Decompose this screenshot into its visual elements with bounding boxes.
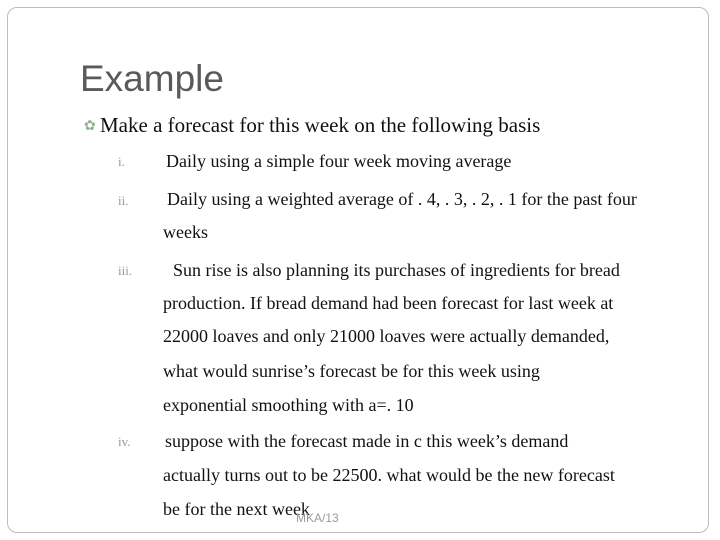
- item-line: Sun rise is also planning its purchases of ingredients for bread: [173, 260, 620, 280]
- item-line: Daily using a weighted average of . 4, . 3, . 2, . 1 for the past four: [167, 189, 637, 209]
- slide-footer: MKA/13: [296, 511, 339, 525]
- item-numeral: iv.: [118, 434, 131, 449]
- item-line: what would sunrise’s forecast be for this week using: [163, 361, 540, 381]
- item-line: weeks: [163, 222, 208, 242]
- main-bullet-text: Make a forecast for this week on the following basis: [100, 113, 541, 137]
- item-line: exponential smoothing with a=. 10: [163, 395, 414, 415]
- item-line: suppose with the forecast made in c this week’s demand: [165, 431, 569, 451]
- item-line: be for the next week: [163, 499, 310, 519]
- item-numeral: iii.: [118, 263, 133, 278]
- item-line: 22000 loaves and only 21000 loaves were actually demanded,: [163, 326, 610, 346]
- item-numeral: i.: [118, 154, 125, 169]
- item-line: actually turns out to be 22500. what would be the new forecast: [163, 465, 615, 485]
- item-numeral: ii.: [118, 193, 129, 208]
- main-bullet: [84, 113, 540, 138]
- item-line: production. If bread demand had been forecast for last week at: [163, 293, 614, 313]
- slide-title: Example: [80, 58, 224, 99]
- bullet-icon: ✿: [84, 119, 96, 134]
- item-line: Daily using a simple four week moving average: [166, 151, 512, 171]
